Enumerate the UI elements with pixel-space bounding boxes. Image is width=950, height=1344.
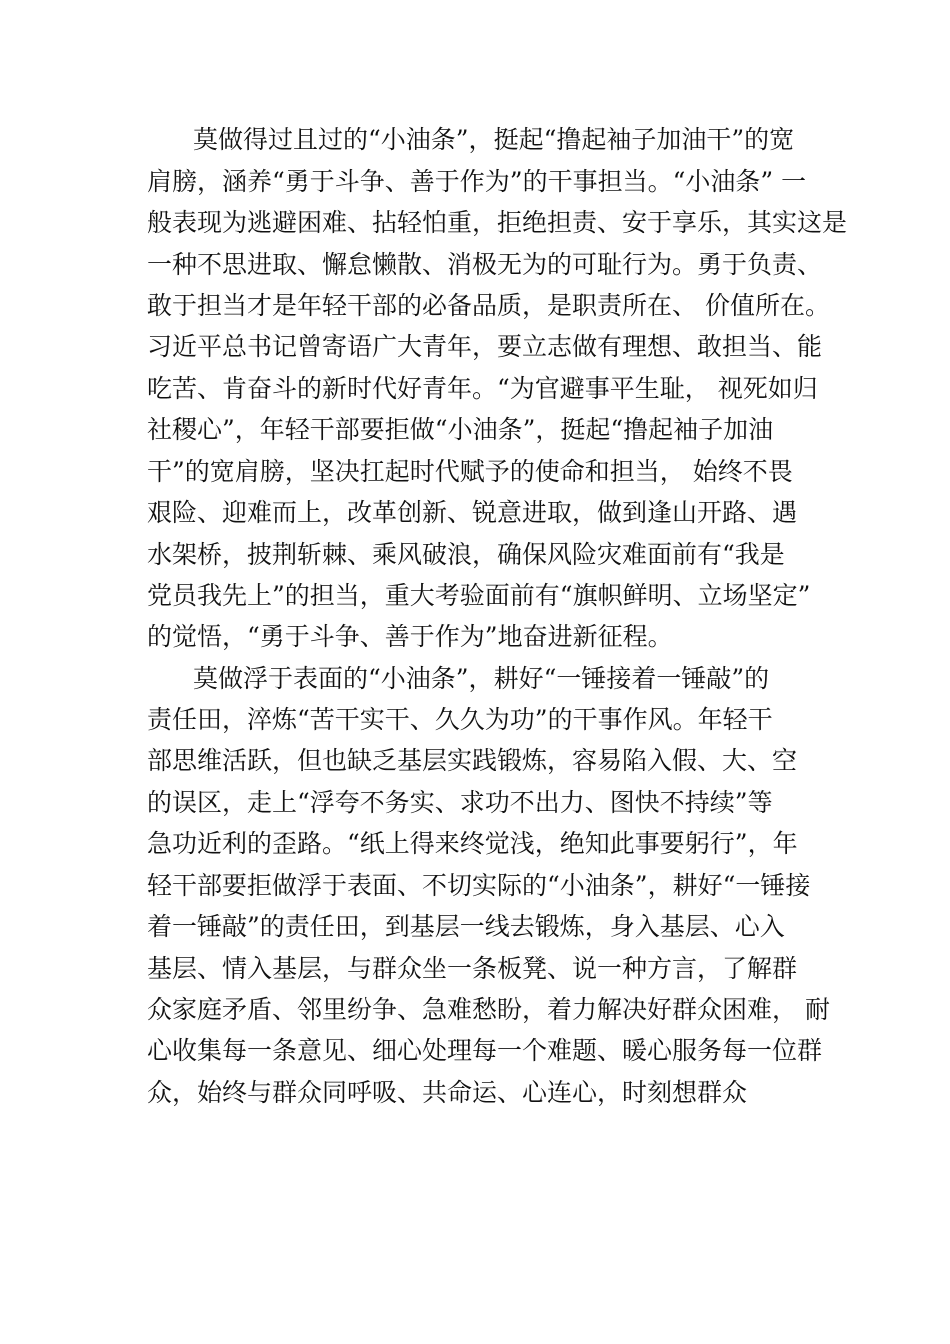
paragraph-2-line-4: 的误区，走上“浮夸不务实、求功不出力、图快不持续”等 xyxy=(147,788,773,817)
paragraph-1-line-2: 肩膀，涵养“勇于斗争、善于作为”的干事担当。“小油条” 一 xyxy=(147,167,807,196)
paragraph-2-line-8: 基层、情入基层，与群众坐一条板凳、说一种方言，了解群 xyxy=(147,954,798,983)
paragraph-1-line-1: 莫做得过且过的“小油条”，挺起“撸起袖子加油干”的宽 xyxy=(193,125,795,154)
paragraph-1-line-7: 吃苦、肯奋斗的新时代好青年。“为官避事平生耻， 视死如归 xyxy=(147,374,818,403)
paragraph-2-line-7: 着一锤敲”的责任田，到基层一线去锻炼，身入基层、心入 xyxy=(147,912,785,941)
paragraph-1-line-12: 党员我先上”的担当，重大考验面前有“旗帜鲜明、立场坚定” xyxy=(147,581,811,610)
paragraph-2-line-2: 责任田，淬炼“苦干实干、久久为功”的干事作风。年轻干 xyxy=(147,705,773,734)
paragraph-2-line-6: 轻干部要拒做浮于表面、不切实际的“小油条”，耕好“一锤接 xyxy=(147,871,811,900)
paragraph-1-line-13: 的觉悟，“勇于斗争、善于作为”地奋进新征程。 xyxy=(147,622,673,651)
paragraph-2-line-11: 众，始终与群众同呼吸、共命运、心连心，时刻想群众 xyxy=(147,1078,748,1107)
paragraph-1-line-9: 干”的宽肩膀，坚决扛起时代赋予的使命和担当， 始终不畏 xyxy=(147,457,793,486)
paragraph-2-line-1: 莫做浮于表面的“小油条”，耕好“一锤接着一锤敲”的 xyxy=(193,664,770,693)
paragraph-2-line-3: 部思维活跃，但也缺乏基层实践锻炼，容易陷入假、大、空 xyxy=(147,746,798,775)
paragraph-2-line-5: 急功近利的歪路。“纸上得来终觉浅，绝知此事要躬行”，年 xyxy=(147,829,798,858)
paragraph-1-line-10: 艰险、迎难而上，改革创新、锐意进取，做到逢山开路、遇 xyxy=(147,498,798,527)
paragraph-1-line-8: 社稷心”，年轻干部要拒做“小油条”，挺起“撸起袖子加油 xyxy=(147,415,774,444)
paragraph-1-line-5: 敢于担当才是年轻干部的必备品质，是职责所在、 价值所在。 xyxy=(147,291,830,320)
paragraph-1-line-3: 般表现为逃避困难、拈轻怕重，拒绝担责、安于享乐，其实这是 xyxy=(147,208,848,237)
paragraph-1-line-6: 习近平总书记曾寄语广大青年，要立志做有理想、敢担当、能 xyxy=(147,332,823,361)
paragraph-2-line-10: 心收集每一条意见、细心处理每一个难题、暖心服务每一位群 xyxy=(147,1036,823,1065)
paragraph-1-line-4: 一种不思进取、懈怠懒散、消极无为的可耻行为。勇于负责、 xyxy=(147,250,823,279)
paragraph-1-line-11: 水架桥，披荆斩棘、乘风破浪，确保风险灾难面前有“我是 xyxy=(147,540,785,569)
paragraph-2-line-9: 众家庭矛盾、邻里纷争、急难愁盼，着力解决好群众困难， 耐 xyxy=(147,995,830,1024)
